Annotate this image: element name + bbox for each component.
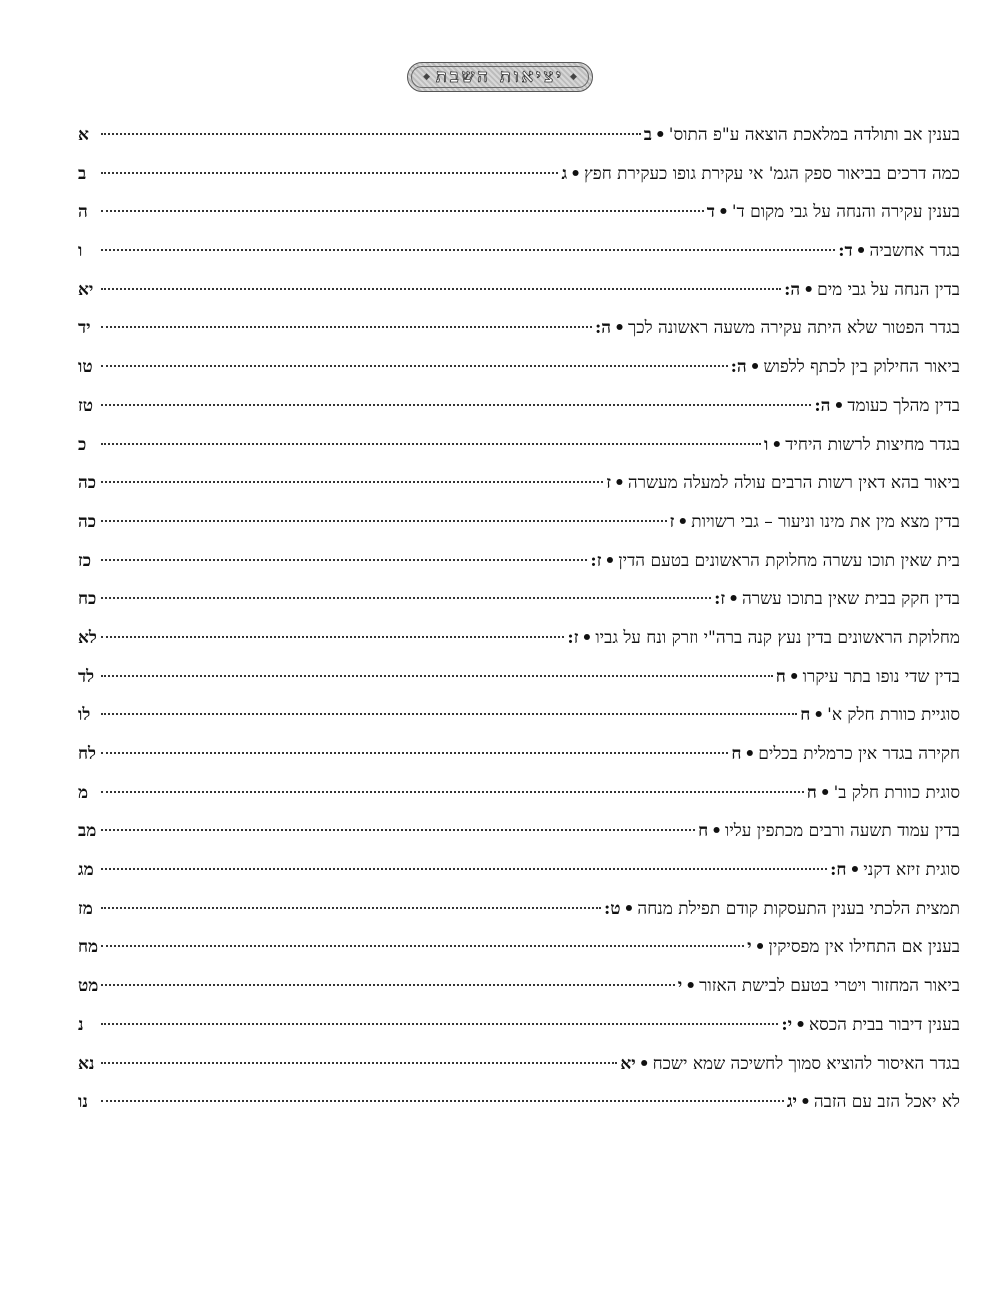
bullet-icon: • <box>570 163 581 184</box>
entry-title: בגדר אחשביה <box>869 241 960 262</box>
entry-reference: ח <box>800 705 811 726</box>
entry-page-number: לו <box>78 705 91 726</box>
dot-leader <box>101 1100 784 1102</box>
entry-title: בגדר האיסור להוציא סמוך לחשיכה שמא ישכח <box>652 1053 960 1074</box>
dot-leader <box>101 133 641 135</box>
bullet-icon: • <box>795 1014 806 1035</box>
toc-entry <box>78 464 960 503</box>
dot-leader <box>101 404 811 406</box>
bullet-icon: • <box>800 1092 811 1113</box>
dot-leader <box>101 984 674 986</box>
entry-title: בדין חקק בבית שאין בתוכו עשרה <box>741 589 960 610</box>
entry-reference: ז: <box>590 550 602 571</box>
toc-entry <box>78 271 960 310</box>
entry-reference: ח <box>806 782 817 803</box>
entry-title: סוגיית כוורת חלק א' <box>827 705 960 726</box>
entry-reference: ח <box>731 744 742 764</box>
entry-page-number: כה <box>78 511 97 532</box>
toc-entry <box>78 503 960 542</box>
entry-page-number: מח <box>78 937 99 958</box>
entry-page-number: מג <box>78 860 94 881</box>
bullet-icon: • <box>613 473 625 494</box>
bullet-icon: • <box>717 202 729 223</box>
bullet-icon: • <box>771 434 783 455</box>
entry-reference: ה: <box>784 279 801 300</box>
bullet-icon: • <box>614 318 625 339</box>
entry-reference: ה: <box>730 357 747 378</box>
entry-reference: י: <box>781 1014 793 1035</box>
entry-title: כמה דרכים בביאור ספק הגמ' אי עקירת גופו כעקירת חפץ <box>583 163 960 184</box>
entry-title: בדין מהלך כעומד <box>847 395 960 416</box>
page-title: יציאות השבת <box>435 66 565 87</box>
entry-page-number: מב <box>78 821 97 842</box>
entry-page-number: מ <box>78 782 89 803</box>
entry-reference: ב <box>643 125 652 145</box>
entry-title: בענין עקירה והנחה על גבי מקום ד' <box>731 202 960 223</box>
dot-leader <box>101 713 797 715</box>
toc-entry <box>78 928 960 967</box>
bullet-icon: • <box>819 782 831 803</box>
entry-title: ביאור החילוק בין לכתף ללפוש <box>763 357 960 378</box>
entry-title: סוגית זיזא דקני <box>863 860 960 881</box>
entry-page-number: ב <box>78 163 87 184</box>
entry-page-number: א <box>78 125 89 145</box>
dot-leader <box>101 907 601 909</box>
entry-title: ביאור בהא דאין רשות הרבים עולה למעלה מעשרה <box>627 473 960 494</box>
entry-title: בית שאין תוכו עשרה מחלוקת הראשונים בטעם הדין <box>618 550 960 571</box>
table-of-contents <box>78 116 960 1122</box>
entry-page-number: נו <box>78 1092 88 1113</box>
entry-page-number: כח <box>78 589 97 610</box>
ornament-icon: ◆ <box>570 72 577 82</box>
bullet-icon: • <box>685 976 697 997</box>
dot-leader <box>101 868 827 870</box>
bullet-icon: • <box>849 860 861 881</box>
entry-page-number: כה <box>78 473 97 494</box>
entry-reference: ה: <box>595 318 612 339</box>
bullet-icon: • <box>604 550 616 571</box>
toc-entry <box>78 735 960 774</box>
entry-page-number: כ <box>78 434 87 455</box>
entry-reference: ד: <box>838 241 853 262</box>
entry-title: ביאור המחזור ויטרי בטעם לבישת האזור <box>699 976 960 997</box>
entry-page-number: נא <box>78 1053 95 1074</box>
toc-entry <box>78 774 960 813</box>
entry-page-number: ה <box>78 202 88 223</box>
bullet-icon: • <box>855 241 867 262</box>
entry-reference: ח: <box>830 860 847 881</box>
toc-entry <box>78 116 960 155</box>
entry-title: בדין הנחה על גבי מים <box>817 279 960 300</box>
entry-page-number: לא <box>78 627 97 648</box>
entry-reference: ז: <box>567 627 579 648</box>
toc-entry <box>78 890 960 929</box>
dot-leader <box>101 791 804 793</box>
entry-title: סוגית כוורת חלק ב' <box>833 782 960 803</box>
bullet-icon: • <box>638 1053 650 1074</box>
dot-leader <box>101 210 704 212</box>
entry-title: בענין דיבור בבית הכסא <box>808 1014 960 1035</box>
entry-title: בגדר הפטור שלא היתה עקירה משעה ראשונה לכך <box>627 318 960 339</box>
entry-title: בדין עמוד תשעה ורבים מכתפין עליו <box>725 821 960 842</box>
entry-page-number: טו <box>78 357 93 378</box>
entry-reference: י <box>747 937 752 958</box>
header <box>0 62 1000 92</box>
dot-leader <box>101 945 744 947</box>
toc-entry <box>78 387 960 426</box>
toc-entry <box>78 542 960 581</box>
bullet-icon: • <box>623 898 635 919</box>
dot-leader <box>101 326 592 328</box>
bullet-icon: • <box>711 821 722 842</box>
entry-page-number: מט <box>78 976 99 997</box>
dot-leader <box>101 481 603 483</box>
entry-title: בגדר מחיצות לרשות היחיד <box>785 434 960 455</box>
entry-title: חקירה בגדר אין כרמלית בכלים <box>758 744 960 764</box>
entry-reference: ה: <box>814 395 831 416</box>
toc-entry <box>78 1045 960 1084</box>
dot-leader <box>101 752 728 754</box>
dot-leader <box>101 597 711 599</box>
bullet-icon: • <box>803 279 815 300</box>
entry-page-number: יד <box>78 318 91 339</box>
entry-page-number: טז <box>78 395 94 416</box>
bullet-icon: • <box>677 511 689 532</box>
entry-title: לא יאכל הזב עם הזבה <box>813 1092 960 1113</box>
entry-title: תמצית הלכתי בענין התעסקות קודם תפילת מנחה <box>637 898 960 919</box>
entry-page-number: ו <box>78 241 83 262</box>
entry-reference: יג <box>786 1092 797 1113</box>
dot-leader <box>101 520 667 522</box>
toc-entry <box>78 580 960 619</box>
bullet-icon: • <box>654 125 666 145</box>
toc-entry <box>78 193 960 232</box>
bullet-icon: • <box>833 395 845 416</box>
toc-entry <box>78 851 960 890</box>
dot-leader <box>101 1062 617 1064</box>
header-plaque <box>407 62 593 92</box>
entry-reference: י <box>677 976 683 997</box>
entry-title: מחלוקת הראשונים בדין נעץ קנה ברה"י וזרק ונח על גביו <box>595 627 960 648</box>
entry-reference: יא <box>620 1053 636 1074</box>
toc-entry <box>78 967 960 1006</box>
bullet-icon: • <box>788 666 800 687</box>
dot-leader <box>101 675 773 677</box>
toc-entry <box>78 309 960 348</box>
toc-entry <box>78 696 960 735</box>
bullet-icon: • <box>728 589 739 610</box>
dot-leader <box>101 365 728 367</box>
dot-leader <box>101 636 564 638</box>
toc-entry <box>78 426 960 465</box>
bullet-icon: • <box>749 357 761 378</box>
entry-title: בענין אם התחילו אין מפסיקין <box>768 937 960 958</box>
entry-page-number: מז <box>78 898 93 919</box>
bullet-icon: • <box>813 705 825 726</box>
toc-entry <box>78 155 960 194</box>
ornament-icon: ◆ <box>423 72 430 82</box>
entry-reference: ט: <box>604 898 621 919</box>
dot-leader <box>101 172 558 174</box>
toc-entry <box>78 1083 960 1122</box>
entry-page-number: לח <box>78 744 97 764</box>
toc-entry <box>78 658 960 697</box>
entry-page-number: כז <box>78 550 92 571</box>
entry-title: בדין שדי נופו בתר עיקרו <box>802 666 960 687</box>
dot-leader <box>101 1023 778 1025</box>
toc-entry <box>78 812 960 851</box>
entry-reference: ז <box>669 511 675 532</box>
entry-reference: ח <box>775 666 786 687</box>
entry-page-number: לד <box>78 666 95 687</box>
toc-entry <box>78 348 960 387</box>
dot-leader <box>101 559 587 561</box>
toc-entry <box>78 1006 960 1045</box>
toc-entry <box>78 619 960 658</box>
entry-page-number: נ <box>78 1014 84 1035</box>
dot-leader <box>101 288 781 290</box>
dot-leader <box>101 443 761 445</box>
entry-reference: ח <box>698 821 709 842</box>
entry-reference: ג <box>561 163 568 184</box>
entry-reference: ו <box>764 434 769 455</box>
entry-title: בדין מצא מין את מינו וניעור – גבי רשויות <box>691 511 960 532</box>
entry-page-number: יא <box>78 279 94 300</box>
dot-leader <box>101 249 835 251</box>
bullet-icon: • <box>744 744 756 764</box>
entry-reference: ז: <box>714 589 726 610</box>
entry-reference: ז <box>606 473 611 494</box>
bullet-icon: • <box>754 937 766 958</box>
bullet-icon: • <box>581 627 593 648</box>
dot-leader <box>101 829 695 831</box>
entry-title: בענין אב ותולדה במלאכת הוצאה ע"פ התוס' <box>668 125 960 145</box>
entry-reference: ד <box>706 202 715 223</box>
toc-entry <box>78 232 960 271</box>
